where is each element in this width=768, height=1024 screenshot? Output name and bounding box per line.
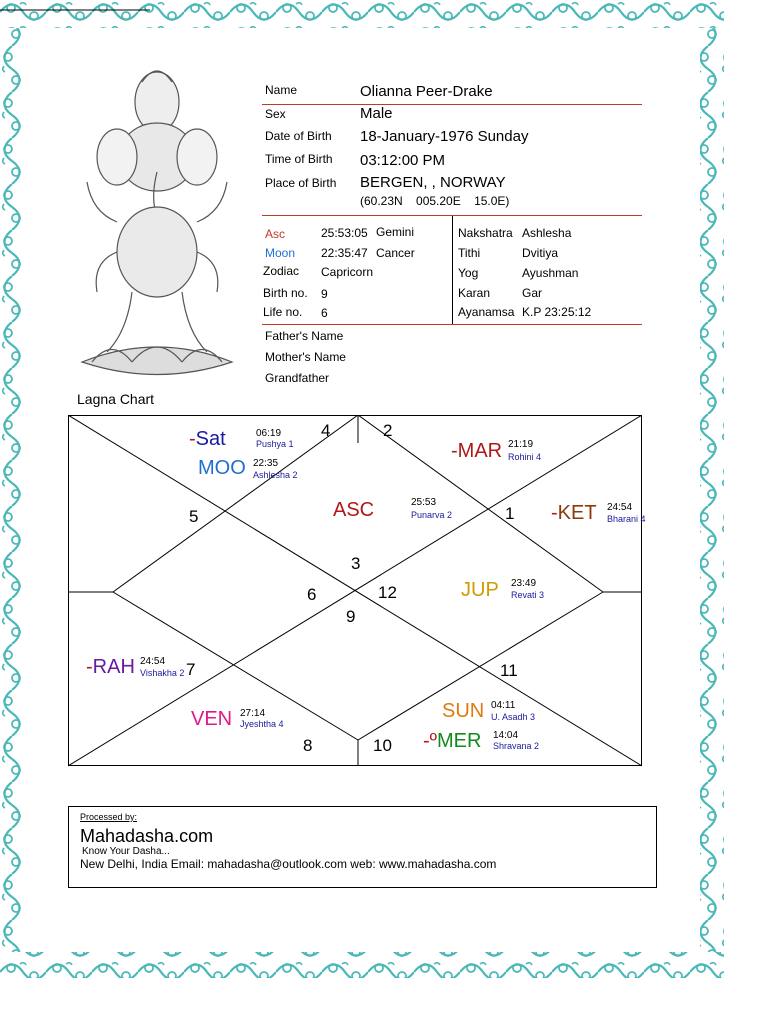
planet-name: MER xyxy=(436,730,482,752)
ven-degree: 27:14 xyxy=(240,708,266,719)
asc-chart-nakshatra: Punarva 2 xyxy=(411,510,453,520)
asc-degree: 25:53:05 xyxy=(321,226,368,240)
moon-sign: Cancer xyxy=(376,246,415,260)
father-name-label: Father's Name xyxy=(265,329,344,343)
planet-name: KET xyxy=(557,502,597,524)
company-name: Mahadasha.com xyxy=(80,826,214,846)
retro-mark: - xyxy=(86,656,93,678)
house-number-7: 7 xyxy=(186,660,196,679)
ven-nakshatra: Jyeshtha 4 xyxy=(240,719,284,729)
pob-value: BERGEN, , NORWAY xyxy=(360,174,506,191)
asc-label: Asc xyxy=(265,227,286,241)
zodiac-value: Capricorn xyxy=(321,265,374,279)
planet-jup: JUP xyxy=(461,579,499,601)
company-contact: New Delhi, India Email: mahadasha@outlook.com web: www.mahadasha.com xyxy=(80,857,497,871)
sex-value: Male xyxy=(360,105,393,122)
birth-no-value: 9 xyxy=(321,287,328,301)
chart-title: Lagna Chart xyxy=(77,391,155,407)
asc-sign: Gemini xyxy=(376,225,415,239)
retro-mark: -º xyxy=(423,730,437,752)
tithi-label: Tithi xyxy=(458,246,481,260)
planet-rah xyxy=(86,656,135,679)
moo-nakshatra: Ashlesha 2 xyxy=(253,470,298,480)
yog-value: Ayushman xyxy=(522,266,579,280)
sat-degree: 06:19 xyxy=(256,428,282,439)
retro-mark: - xyxy=(451,440,458,462)
planet-asc: ASC xyxy=(333,499,375,521)
house-number-2: 2 xyxy=(383,421,393,440)
life-no-label: Life no. xyxy=(263,305,303,319)
tithi-value: Dvitiya xyxy=(522,246,559,260)
house-number-1: 1 xyxy=(505,504,515,523)
planet-ket xyxy=(551,502,597,525)
house-number-4: 4 xyxy=(321,421,331,440)
planet-name: Sat xyxy=(195,428,226,450)
divider xyxy=(262,324,642,325)
planet-sun: SUN xyxy=(442,700,485,722)
mer-nakshatra: Shravana 2 xyxy=(493,741,540,751)
birth-no-label: Birth no. xyxy=(263,286,308,300)
planet-mar xyxy=(451,440,502,463)
coordinates: (60.23N 005.20E 15.0E) xyxy=(360,194,510,208)
mar-nakshatra: Rohini 4 xyxy=(508,452,542,462)
house-number-5: 5 xyxy=(189,507,199,526)
house-number-8: 8 xyxy=(303,736,313,755)
asc-chart-degree: 25:53 xyxy=(411,497,437,508)
ket-nakshatra: Bharani 4 xyxy=(607,514,646,524)
processed-by-label: Processed by: xyxy=(80,812,138,822)
house-number-6: 6 xyxy=(307,585,317,604)
lagna-chart-grid xyxy=(68,415,642,767)
ganesha-illustration xyxy=(62,62,252,384)
rah-nakshatra: Vishakha 2 xyxy=(140,668,185,678)
dob-value: 18-January-1976 Sunday xyxy=(360,128,529,145)
karan-value: Gar xyxy=(522,286,543,300)
life-no-value: 6 xyxy=(321,306,328,320)
rah-degree: 24:54 xyxy=(140,656,166,667)
house-number-11: 11 xyxy=(500,661,518,680)
planet-ven: VEN xyxy=(191,708,233,730)
house-number-3: 3 xyxy=(351,554,361,573)
sun-degree: 04:11 xyxy=(491,700,516,711)
karan-label: Karan xyxy=(458,286,491,300)
company-tagline: Know Your Dasha... xyxy=(82,846,170,857)
planet-moo: MOO xyxy=(198,457,246,479)
jup-degree: 23:49 xyxy=(511,578,537,589)
house-number-12: 12 xyxy=(378,583,397,602)
retro-mark: - xyxy=(189,428,196,450)
ayanamsa-value: K.P 23:25:12 xyxy=(522,305,592,319)
name-label: Name xyxy=(265,83,298,97)
moon-label: Moon xyxy=(265,246,296,260)
column-divider xyxy=(452,216,453,324)
grandfather-label: Grandfather xyxy=(265,371,330,385)
sex-label: Sex xyxy=(265,107,286,121)
ayanamsa-label: Ayanamsa xyxy=(458,305,515,319)
planet-mer xyxy=(423,730,481,753)
name-value: Olianna Peer-Drake xyxy=(360,83,493,100)
tob-value: 03:12:00 PM xyxy=(360,152,446,169)
moo-degree: 22:35 xyxy=(253,458,279,469)
nakshatra-label: Nakshatra xyxy=(458,226,513,240)
mer-degree: 14:04 xyxy=(493,730,519,741)
ket-degree: 24:54 xyxy=(607,502,633,513)
yog-label: Yog xyxy=(458,266,479,280)
moon-degree: 22:35:47 xyxy=(321,246,368,260)
planet-name: RAH xyxy=(92,656,135,678)
nakshatra-value: Ashlesha xyxy=(522,226,572,240)
tob-label: Time of Birth xyxy=(265,152,333,166)
sun-nakshatra: U. Asadh 3 xyxy=(491,712,536,722)
pob-label: Place of Birth xyxy=(265,176,337,190)
house-number-9: 9 xyxy=(346,607,356,626)
planet-sat xyxy=(189,428,226,451)
jup-nakshatra: Revati 3 xyxy=(511,590,545,600)
retro-mark: - xyxy=(551,502,558,524)
divider xyxy=(262,104,642,105)
zodiac-label: Zodiac xyxy=(263,264,300,278)
mother-name-label: Mother's Name xyxy=(265,350,346,364)
house-number-10: 10 xyxy=(373,736,392,755)
sat-nakshatra: Pushya 1 xyxy=(256,439,294,449)
planet-name: MAR xyxy=(457,440,503,462)
dob-label: Date of Birth xyxy=(265,129,332,143)
mar-degree: 21:19 xyxy=(508,439,534,450)
